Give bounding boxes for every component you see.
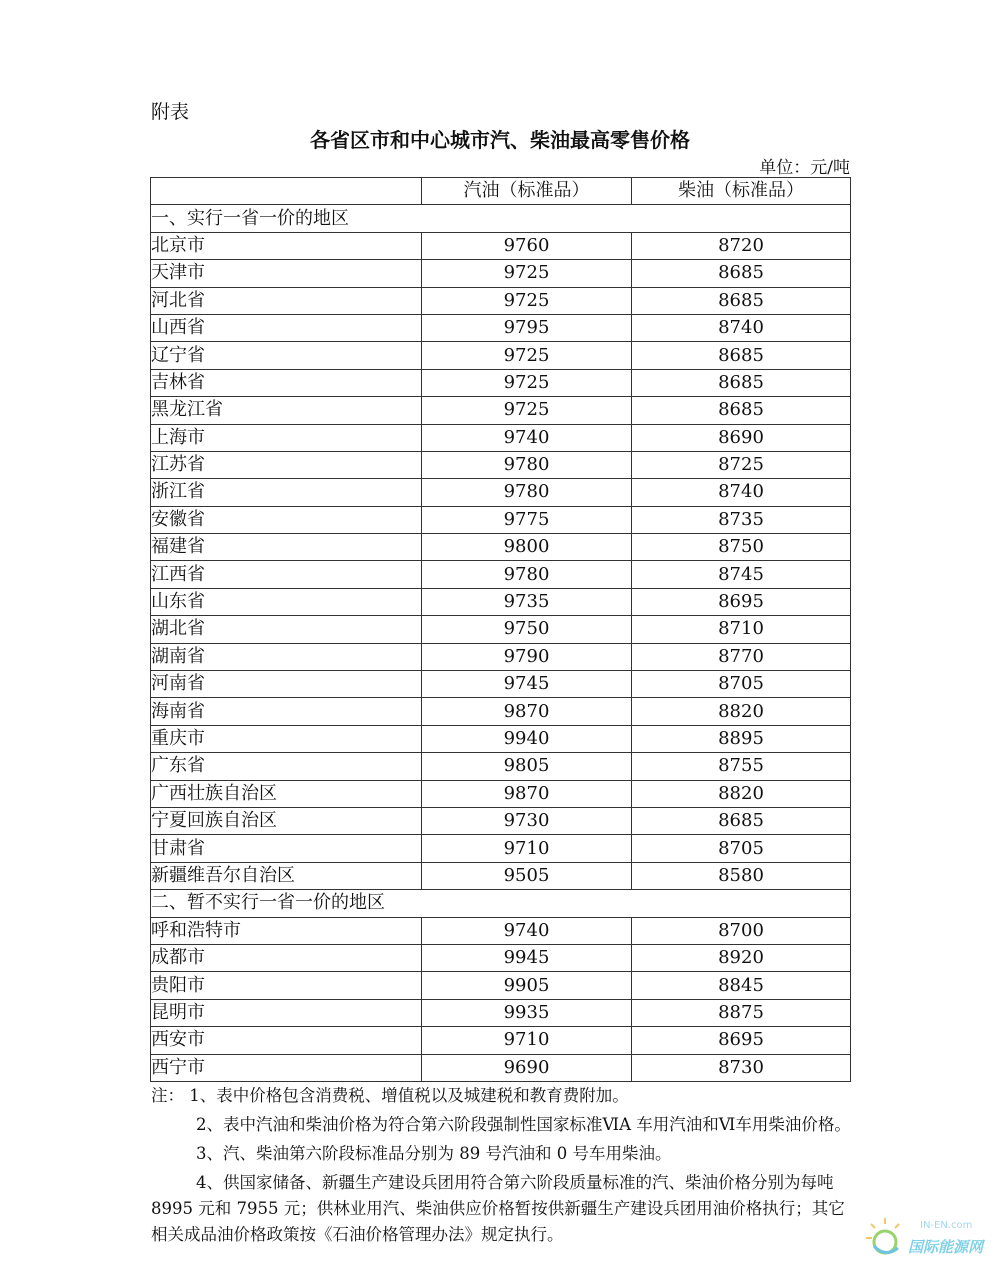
watermark-logo [860,1212,995,1262]
table-row [151,1054,851,1081]
diesel-price: 8875 [632,999,851,1026]
table-row [151,698,851,725]
gasoline-price: 9735 [422,588,632,615]
watermark-domain: IN-EN.com [920,1220,973,1231]
gasoline-price: 9870 [422,780,632,807]
price-table [150,177,851,1082]
diesel-price: 8685 [632,260,851,287]
gasoline-price: 9795 [422,314,632,341]
diesel-price: 8845 [632,972,851,999]
table-row [151,397,851,424]
table-row [151,561,851,588]
diesel-price: 8695 [632,588,851,615]
table-row [151,917,851,944]
gasoline-price: 9690 [422,1054,632,1081]
section-label: 二、暂不实行一省一价的地区 [151,890,851,917]
region-name: 天津市 [151,260,422,287]
diesel-price: 8720 [632,232,851,259]
table-row [151,835,851,862]
region-name: 安徽省 [151,506,422,533]
diesel-price: 8725 [632,451,851,478]
header-region [151,178,422,205]
gasoline-price: 9725 [422,342,632,369]
region-name: 新疆维吾尔自治区 [151,862,422,889]
table-row [151,616,851,643]
table-row [151,999,851,1026]
gasoline-price: 9945 [422,944,632,971]
section-row [151,205,851,232]
diesel-price: 8685 [632,342,851,369]
region-name: 昆明市 [151,999,422,1026]
diesel-price: 8685 [632,287,851,314]
note-2: 2、表中汽油和柴油价格为符合第六阶段强制性国家标准ⅥA 车用汽油和Ⅵ车用柴油价格。 [196,1115,851,1134]
note-4: 4、供国家储备、新疆生产建设兵团用符合第六阶段质量标准的汽、柴油价格分别为每吨 8995 元和 7955 元；供林业用汽、柴油供应价格暂按供新疆生产建设兵团用油价格执行；其它相关成品油价格政策按《石油价格管理办法》规定执行。 [151,1173,845,1244]
diesel-price: 8895 [632,725,851,752]
diesel-price: 8745 [632,561,851,588]
region-name: 西宁市 [151,1054,422,1081]
region-name: 黑龙江省 [151,397,422,424]
gasoline-price: 9710 [422,1027,632,1054]
gasoline-price: 9780 [422,561,632,588]
table-row [151,534,851,561]
note-1: 注： 1、表中价格包含消费税、增值税以及城建税和教育费附加。 [151,1086,629,1105]
region-name: 海南省 [151,698,422,725]
region-name: 山西省 [151,314,422,341]
diesel-price: 8710 [632,616,851,643]
gasoline-price: 9750 [422,616,632,643]
diesel-price: 8690 [632,424,851,451]
gasoline-price: 9800 [422,534,632,561]
table-row [151,424,851,451]
diesel-price: 8755 [632,753,851,780]
diesel-price: 8820 [632,780,851,807]
region-name: 呼和浩特市 [151,917,422,944]
diesel-price: 8705 [632,671,851,698]
diesel-price: 8740 [632,314,851,341]
table-row [151,972,851,999]
diesel-price: 8820 [632,698,851,725]
region-name: 湖北省 [151,616,422,643]
gasoline-price: 9760 [422,232,632,259]
page-title: 各省区市和中心城市汽、柴油最高零售价格 [310,128,690,152]
region-name: 广西壮族自治区 [151,780,422,807]
region-name: 北京市 [151,232,422,259]
region-name: 河南省 [151,671,422,698]
table-row [151,944,851,971]
gasoline-price: 9790 [422,643,632,670]
region-name: 吉林省 [151,369,422,396]
region-name: 贵阳市 [151,972,422,999]
appendix-label: 附表 [151,101,190,123]
gasoline-price: 9710 [422,835,632,862]
table-row [151,753,851,780]
table-row [151,780,851,807]
table-row [151,232,851,259]
diesel-price: 8685 [632,369,851,396]
region-name: 江苏省 [151,451,422,478]
notes [151,1083,851,1251]
gasoline-price: 9870 [422,698,632,725]
diesel-price: 8750 [632,534,851,561]
region-name: 江西省 [151,561,422,588]
table-row [151,1027,851,1054]
gasoline-price: 9940 [422,725,632,752]
table-row [151,314,851,341]
gasoline-price: 9740 [422,424,632,451]
table-row [151,451,851,478]
region-name: 西安市 [151,1027,422,1054]
gasoline-price: 9805 [422,753,632,780]
table-row [151,506,851,533]
diesel-price: 8685 [632,397,851,424]
section-row [151,890,851,917]
table-row [151,287,851,314]
diesel-price: 8700 [632,917,851,944]
section-label: 一、实行一省一价的地区 [151,205,851,232]
region-name: 成都市 [151,944,422,971]
region-name: 福建省 [151,534,422,561]
diesel-price: 8730 [632,1054,851,1081]
table-row [151,643,851,670]
sun-logo-icon [860,1212,910,1262]
table-row [151,479,851,506]
header-diesel: 柴油（标准品） [632,178,851,205]
diesel-price: 8695 [632,1027,851,1054]
gasoline-price: 9725 [422,397,632,424]
table-header-row [151,178,851,205]
gasoline-price: 9740 [422,917,632,944]
region-name: 上海市 [151,424,422,451]
diesel-price: 8705 [632,835,851,862]
region-name: 山东省 [151,588,422,615]
table-row [151,862,851,889]
gasoline-price: 9780 [422,479,632,506]
table-row [151,588,851,615]
diesel-price: 8770 [632,643,851,670]
table-row [151,260,851,287]
note-3: 3、汽、柴油第六阶段标准品分别为 89 号汽油和 0 号车用柴油。 [196,1144,672,1163]
diesel-price: 8580 [632,862,851,889]
watermark-brand: 国际能源网 [908,1238,984,1256]
gasoline-price: 9780 [422,451,632,478]
region-name: 浙江省 [151,479,422,506]
region-name: 重庆市 [151,725,422,752]
table-row [151,671,851,698]
gasoline-price: 9725 [422,369,632,396]
diesel-price: 8740 [632,479,851,506]
gasoline-price: 9505 [422,862,632,889]
gasoline-price: 9775 [422,506,632,533]
diesel-price: 8735 [632,506,851,533]
region-name: 广东省 [151,753,422,780]
table-row [151,369,851,396]
region-name: 辽宁省 [151,342,422,369]
gasoline-price: 9725 [422,287,632,314]
region-name: 甘肃省 [151,835,422,862]
table-body [151,205,851,1082]
region-name: 湖南省 [151,643,422,670]
table-row [151,342,851,369]
region-name: 宁夏回族自治区 [151,807,422,834]
unit-label: 单位：元/吨 [759,158,850,178]
gasoline-price: 9730 [422,807,632,834]
header-gasoline: 汽油（标准品） [422,178,632,205]
table-row [151,725,851,752]
table-row [151,807,851,834]
region-name: 河北省 [151,287,422,314]
gasoline-price: 9905 [422,972,632,999]
gasoline-price: 9935 [422,999,632,1026]
diesel-price: 8920 [632,944,851,971]
gasoline-price: 9725 [422,260,632,287]
diesel-price: 8685 [632,807,851,834]
gasoline-price: 9745 [422,671,632,698]
